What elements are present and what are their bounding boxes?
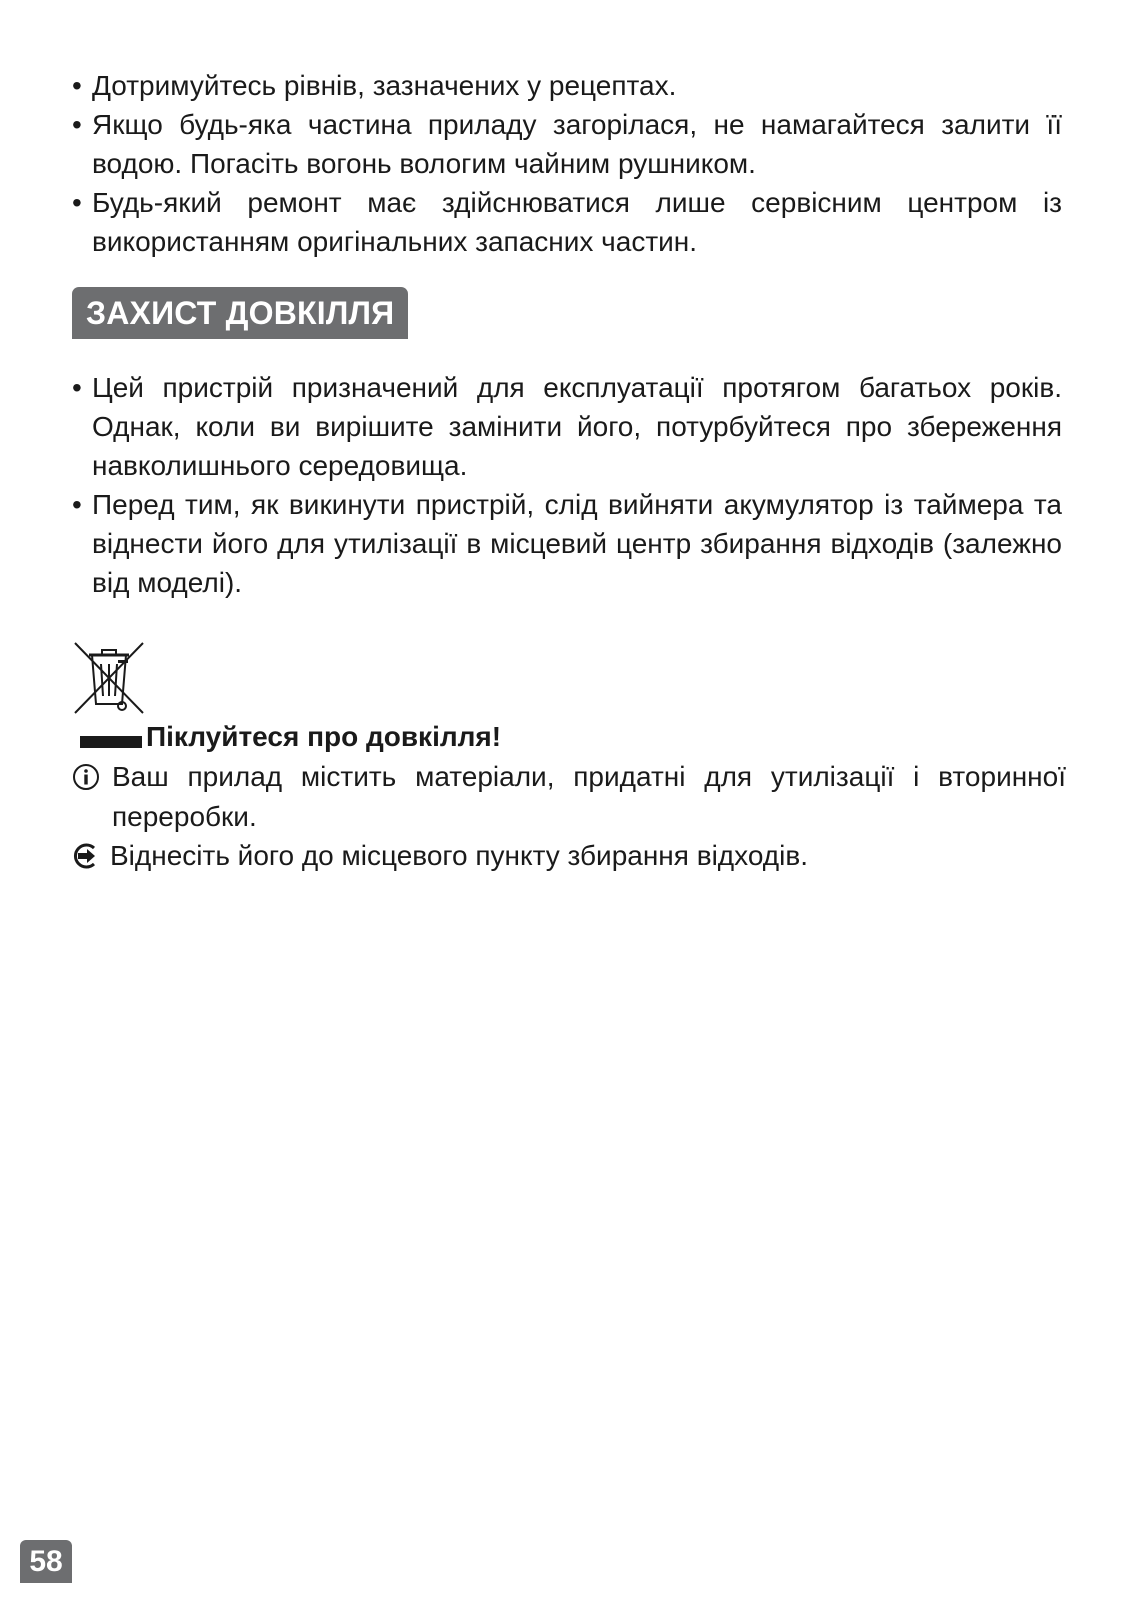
bullet-icon: • — [72, 187, 82, 218]
list-item — [72, 368, 1062, 485]
list-item — [72, 183, 1062, 261]
info-circle-icon — [72, 763, 100, 791]
list-item-text: Дотримуйтесь рівнів, зазначених у рецептах. — [92, 70, 677, 101]
list-item — [72, 66, 1062, 105]
arrow-right-circle-icon — [72, 842, 100, 870]
bullet-icon: • — [72, 70, 82, 101]
bullet-icon: • — [72, 489, 82, 520]
action-text: Віднесіть його до місцевого пункту збирання відходів. — [110, 840, 808, 871]
list-item-text: Цей пристрій призначений для експлуатації протягом багатьох років. Однак, коли ви вирішите замінити його, потурбуйтеся про збереження навколишнього середовища. — [92, 372, 1062, 481]
list-item-text: Якщо будь-яка частина приладу загорілася, не намагайтеся залити її водою. Погасіть вогонь вологим чайним рушником. — [92, 109, 1062, 179]
info-text: Ваш прилад містить матеріали, придатні для утилізації і вторинної переробки. — [112, 761, 1066, 832]
environment-title: Піклуйтеся про довкілля! — [146, 721, 502, 752]
list-item-text: Перед тим, як викинути пристрій, слід вийняти акумулятор із таймера та віднести його для утилізації в місцевий центр збирання відходів (залежно від моделі). — [92, 489, 1062, 598]
info-note — [72, 757, 1066, 837]
section-heading: ЗАХИСТ ДОВКІЛЛЯ — [72, 287, 408, 339]
list-item — [72, 485, 1062, 602]
crossed-out-wheelie-bin-icon — [72, 640, 146, 716]
safety-bullet-list — [72, 66, 1062, 261]
environment-bullet-list — [72, 368, 1062, 602]
list-item-text: Будь-який ремонт має здійснюватися лише сервісним центром із використанням оригінальних запасних частин. — [92, 187, 1062, 257]
bullet-icon: • — [72, 372, 82, 403]
action-note — [72, 836, 1066, 876]
page-number: 58 — [20, 1540, 72, 1583]
bullet-icon: • — [72, 109, 82, 140]
weee-underline-bar — [80, 736, 142, 748]
list-item — [72, 105, 1062, 183]
